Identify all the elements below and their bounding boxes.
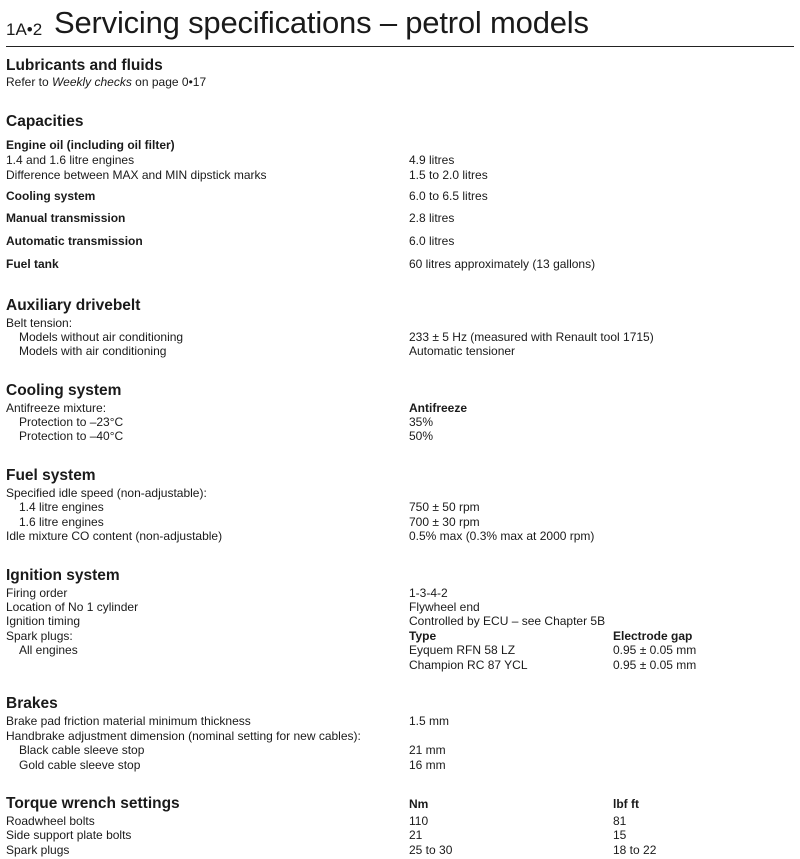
section-title-fuel: Fuel system [6, 467, 96, 484]
spec-label: 1.4 and 1.6 litre engines . . . [6, 153, 386, 167]
spec-label: 1.4 litre engines . . . [19, 500, 386, 514]
spec-value: 16 mm [409, 758, 446, 772]
spec-value: 21 mm [409, 743, 446, 757]
spec-label: Models without air conditioning . . . [19, 330, 386, 344]
spec-value: Controlled by ECU – see Chapter 5B [409, 614, 606, 628]
spec-value: 2.8 litres [409, 211, 455, 225]
section-title-capacities: Capacities [6, 113, 84, 130]
spec-label: Cooling system . . . [6, 189, 386, 203]
lbf-column-heading: lbf ft [613, 797, 639, 811]
handbrake-adjustment-label: Handbrake adjustment dimension (nominal setting for new cables): [6, 729, 361, 743]
spec-value: 233 ± 5 Hz (measured with Renault tool 1715) [409, 330, 654, 344]
spec-label: Location of No 1 cylinder . . . [6, 600, 386, 614]
spec-label: Gold cable sleeve stop . . . [19, 758, 386, 772]
spec-label: Roadwheel bolts . . . [6, 814, 386, 828]
spec-value: 50% [409, 429, 434, 443]
section-title-cooling: Cooling system [6, 382, 122, 399]
plug-type: Eyquem RFN 58 LZ [409, 643, 516, 657]
electrode-gap-heading: Electrode gap [613, 629, 693, 643]
spec-label: Spark plugs . . . [6, 843, 386, 857]
spec-label: 1.6 litre engines . . . [19, 515, 386, 529]
torque-lbf: 81 [613, 814, 627, 828]
nm-column-heading: Nm [409, 797, 429, 811]
section-title-lubricants: Lubricants and fluids [6, 57, 163, 74]
spec-value: 1-3-4-2 [409, 586, 448, 600]
section-title-torque: Torque wrench settings [6, 795, 180, 812]
spec-label: Protection to –40°C . . . [19, 429, 386, 443]
spec-value: 1.5 to 2.0 litres [409, 168, 488, 182]
spec-label: Brake pad friction material minimum thickness . . . [6, 714, 386, 728]
spec-label: Idle mixture CO content (non-adjustable) . . . [6, 529, 386, 543]
spec-label: Automatic transmission . . . [6, 234, 386, 248]
plug-type-heading: Type [409, 629, 437, 643]
spec-value: 0.5% max (0.3% max at 2000 rpm) [409, 529, 595, 543]
lubricants-reference: Refer to Weekly checks on page 0•17 [6, 75, 207, 89]
torque-nm: 25 to 30 [409, 843, 453, 857]
torque-nm: 21 [409, 828, 423, 842]
spec-label: Firing order . . . [6, 586, 386, 600]
spec-label: Models with air conditioning . . . [19, 344, 386, 358]
section-title-brakes: Brakes [6, 695, 58, 712]
spark-plugs-label: Spark plugs: [6, 629, 73, 643]
section-title-drivebelt: Auxiliary drivebelt [6, 297, 141, 314]
page-header [6, 4, 794, 47]
page-number: 1A•2 [6, 20, 43, 39]
plug-type: Champion RC 87 YCL [409, 658, 528, 672]
spec-label: All engines . . . [19, 643, 386, 657]
spec-value: 1.5 mm [409, 714, 450, 728]
idle-speed-label: Specified idle speed (non-adjustable): [6, 486, 207, 500]
torque-lbf: 15 [613, 828, 627, 842]
engine-oil-heading: Engine oil (including oil filter) [6, 138, 175, 152]
spec-label: Protection to –23°C . . . [19, 415, 386, 429]
electrode-gap: 0.95 ± 0.05 mm [613, 643, 697, 657]
spec-value: Flywheel end [409, 600, 480, 614]
weekly-checks-reference: Weekly checks [52, 75, 132, 89]
spec-value: 4.9 litres [409, 153, 455, 167]
torque-lbf: 18 to 22 [613, 843, 657, 857]
spec-value: 700 ± 30 rpm [409, 515, 480, 529]
spec-value: 60 litres approximately (13 gallons) [409, 257, 596, 271]
torque-nm: 110 [409, 814, 429, 828]
spec-label: Ignition timing . . . [6, 614, 386, 628]
belt-tension-label: Belt tension: [6, 316, 73, 330]
spec-label: Side support plate bolts . . . [6, 828, 386, 842]
spec-value: 6.0 litres [409, 234, 455, 248]
spec-value: 750 ± 50 rpm [409, 500, 480, 514]
spec-value: Automatic tensioner [409, 344, 516, 358]
spec-label: Black cable sleeve stop . . . [19, 743, 386, 757]
section-title-ignition: Ignition system [6, 567, 120, 584]
spec-label: Fuel tank . . . [6, 257, 386, 271]
page-title: Servicing specifications – petrol models [54, 5, 589, 40]
antifreeze-mixture-label: Antifreeze mixture: [6, 401, 107, 415]
spec-label: Difference between MAX and MIN dipstick marks . . . [6, 168, 386, 182]
spec-value: 6.0 to 6.5 litres [409, 189, 488, 203]
spec-label: Manual transmission . . . [6, 211, 386, 225]
spec-value: 35% [409, 415, 434, 429]
electrode-gap: 0.95 ± 0.05 mm [613, 658, 697, 672]
antifreeze-column-heading: Antifreeze [409, 401, 468, 415]
